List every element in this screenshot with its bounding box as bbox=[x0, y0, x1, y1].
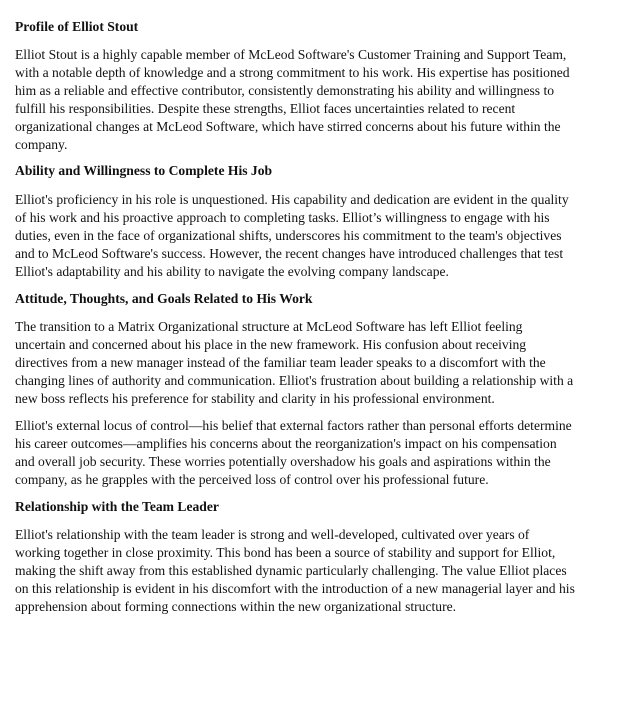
section-heading: Relationship with the Team Leader bbox=[15, 499, 219, 514]
section-heading: Profile of Elliot Stout bbox=[15, 19, 139, 34]
section-paragraph: The transition to a Matrix Organizational structure at McLeod Software has left Elliot feeling uncertain and concerned about his place in the new framework. His confusion about receiving directives from a new manager instead of the familiar team leader speaks to a discomfort with the changing lines of authority and communication. Elliot's frustration about building a relationship with a new boss reflects his preference for stability and clarity in his professional environment. bbox=[15, 319, 574, 406]
section-relationship bbox=[15, 498, 575, 616]
section-heading: Attitude, Thoughts, and Goals Related to His Work bbox=[15, 291, 313, 306]
section-ability bbox=[15, 162, 575, 281]
document-body bbox=[15, 18, 575, 616]
section-paragraph: Elliot's proficiency in his role is unquestioned. His capability and dedication are evident in the quality of his work and his proactive approach to completing tasks. Elliot’s willingness to engage with his duties, even in the face of organizational shifts, underscores his commitment to the team's objectives and to McLeod Software's success. However, the recent changes have introduced challenges that test Elliot's adaptability and his ability to navigate the evolving company landscape. bbox=[15, 192, 569, 279]
section-paragraph: Elliot Stout is a highly capable member of McLeod Software's Customer Training and Support Team, with a notable depth of knowledge and a strong commitment to his work. His expertise has positioned him as a reliable and effective contributor, consistently demonstrating his ability and willingness to fulfill his responsibilities. Despite these strengths, Elliot faces uncertainties related to recent organizational changes at McLeod Software, which have stirred concerns about his future within the company. bbox=[15, 47, 570, 152]
section-paragraph: Elliot's external locus of control—his belief that external factors rather than personal efforts determine his career outcomes—amplifies his concerns about the reorganization's impact on his compensation and overall job security. These worries potentially overshadow his goals and aspirations within the company, as he grapples with the perceived loss of control over his professional future. bbox=[15, 418, 572, 487]
section-profile bbox=[15, 18, 575, 154]
section-heading: Ability and Willingness to Complete His Job bbox=[15, 163, 273, 178]
section-paragraph: Elliot's relationship with the team leader is strong and well-developed, cultivated over years of working together in close proximity. This bond has been a source of stability and support for Elliot, making the shift away from this established dynamic particularly challenging. The value Elliot places on this relationship is evident in his discomfort with the introduction of a new managerial layer and his apprehension about forming connections within the new organizational structure. bbox=[15, 527, 575, 614]
section-attitude bbox=[15, 290, 575, 489]
